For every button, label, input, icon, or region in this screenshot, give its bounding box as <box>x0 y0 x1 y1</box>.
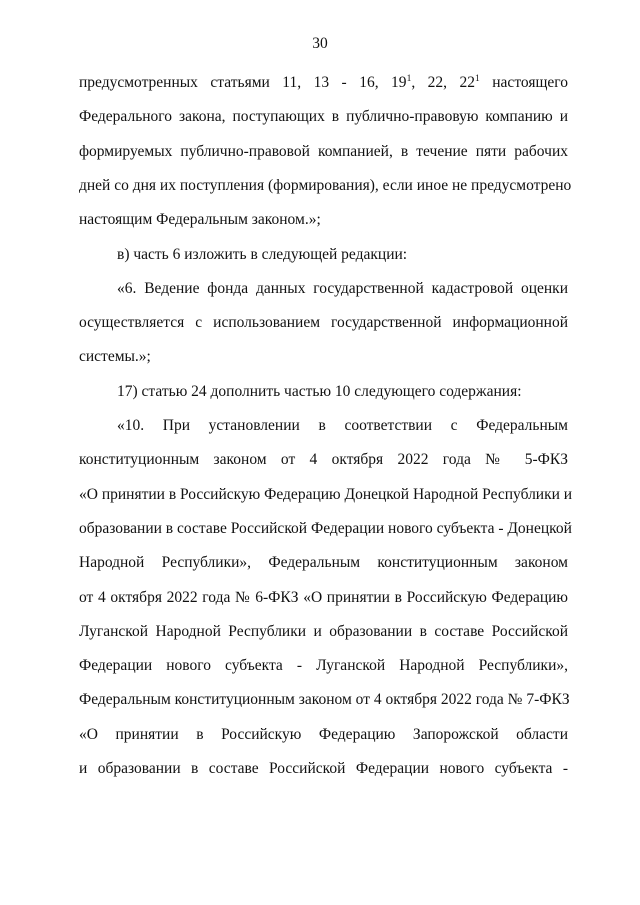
text-line <box>117 244 568 266</box>
text-run: и образовании в составе Российской Федерации нового субъекта - <box>79 760 568 777</box>
text-line <box>79 758 568 780</box>
text-line <box>117 415 568 437</box>
text-run: дней со дня их поступления (формирования), если иное не предусмотрено <box>79 176 572 194</box>
text-line <box>79 518 572 540</box>
text-line <box>79 689 568 711</box>
superscript: 1 <box>475 74 480 84</box>
text-run: от 4 октября 2022 года № 6-ФКЗ «О принятии в Российскую Федерацию <box>79 588 568 606</box>
text-run: предусмотренных статьями 11, 13 - 16, 19 <box>79 74 407 91</box>
text-run: , 22, 22 <box>411 74 476 91</box>
text-line <box>79 587 568 609</box>
text-line <box>79 209 568 231</box>
text-line <box>79 346 568 368</box>
text-line <box>79 141 568 163</box>
text-run: системы.»; <box>79 348 151 366</box>
text-run: Народной Республики», Федеральным конституционным законом <box>79 554 568 572</box>
text-line <box>79 655 568 677</box>
text-run: «О принятии в Российскую Федерацию Донецкой Народной Республики и <box>79 485 573 503</box>
text-run: настоящего <box>479 74 569 91</box>
text-line <box>79 449 568 471</box>
text-line <box>79 72 568 94</box>
text-line <box>79 106 568 128</box>
text-run: «10. При установлении в соответствии с Федеральным <box>117 417 568 434</box>
text-run: 17) статью 24 дополнить частью 10 следующего содержания: <box>117 382 522 400</box>
text-run: настоящим Федеральным законом.»; <box>79 211 321 229</box>
superscript: 1 <box>406 74 412 84</box>
text-line <box>79 621 568 643</box>
text-run: конституционным законом от 4 октября 2022 года № 5-ФКЗ <box>79 451 568 469</box>
text-run: в) часть 6 изложить в следующей редакции: <box>117 245 408 263</box>
page-number: 30 <box>312 35 328 52</box>
text-run: «О принятии в Российскую Федерацию Запорожской области <box>79 725 568 743</box>
text-run: Федерального закона, поступающих в публично-правовую компанию и <box>79 108 568 126</box>
text-run: Федерации нового субъекта - Луганской Народной Республики», <box>79 657 568 675</box>
text-run: формируемых публично-правовой компанией, в течение пяти рабочих <box>79 142 568 160</box>
text-line <box>79 175 572 197</box>
text-run: Луганской Народной Республики и образовании в составе Российской <box>79 622 568 640</box>
text-line <box>79 484 573 506</box>
text-line <box>117 381 568 403</box>
text-line <box>117 278 568 300</box>
text-run: осуществляется с использованием государственной информационной <box>79 314 568 332</box>
text-line <box>79 724 568 746</box>
text-run: образовании в составе Российской Федерации нового субъекта - Донецкой <box>79 519 572 537</box>
text-line <box>79 312 568 334</box>
text-line <box>79 552 568 574</box>
text-run: «6. Ведение фонда данных государственной кадастровой оценки <box>117 279 568 297</box>
text-run: Федеральным конституционным законом от 4 октября 2022 года № 7-ФКЗ <box>79 691 570 709</box>
